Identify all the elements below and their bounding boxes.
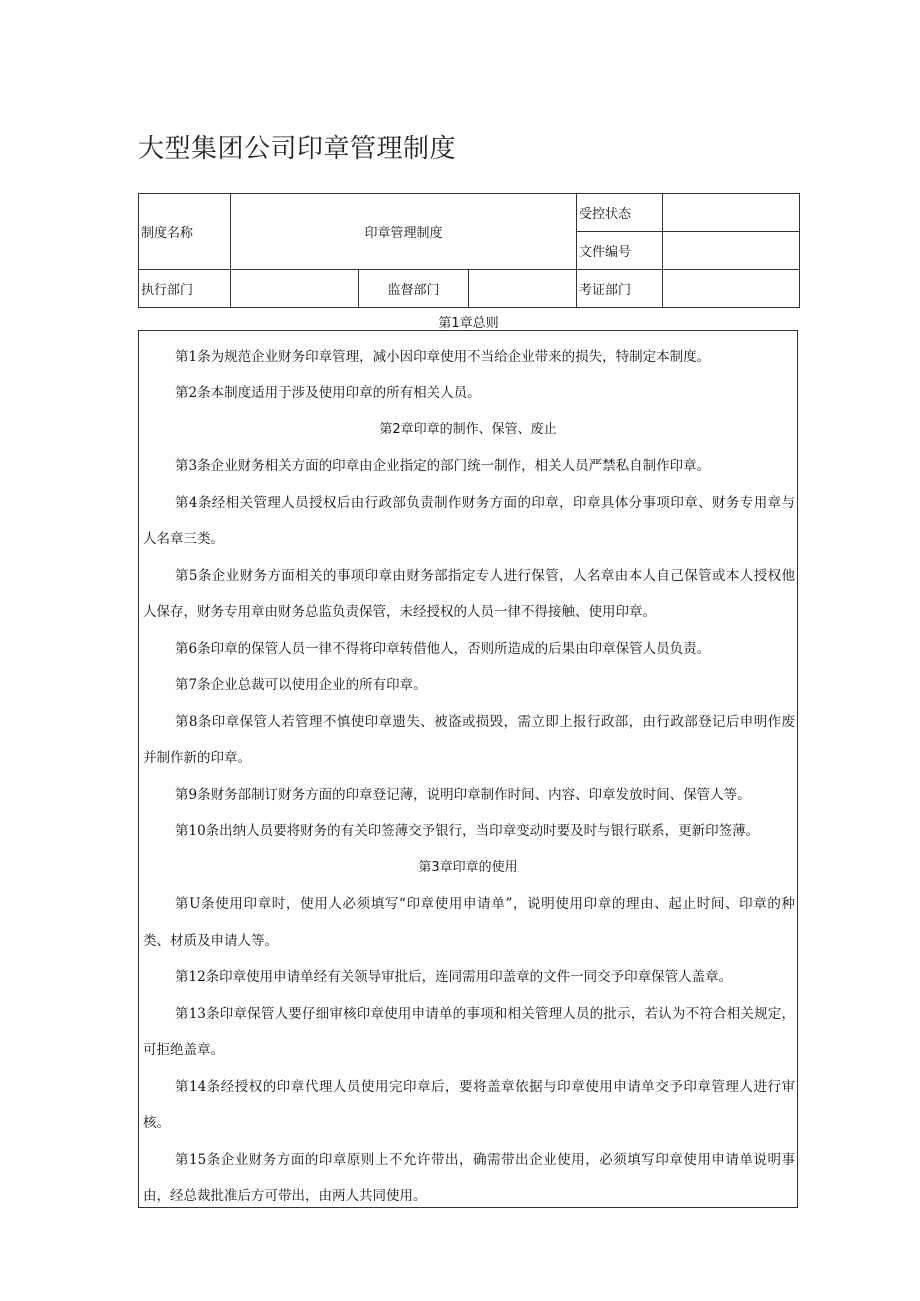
exec-dept-label: 执行部门: [139, 270, 231, 308]
article-12: 第12条印章使用申请单经有关领导审批后，连同需用印盖章的文件一同交予印章保管人盖章。: [175, 969, 733, 985]
article-8-line-1: 第8条印章保管人若管理不慎使印章遗失、被盗或损毁，需立即上报行政部，由行政部登记后申明作废: [175, 714, 795, 730]
article-6: 第6条印章的保管人员一律不得将印章转借他人，否则所造成的后果由印章保管人员负责。: [175, 641, 711, 657]
name-label: 制度名称: [139, 194, 231, 270]
document-title: 大型集团公司印章管理制度: [138, 134, 457, 164]
article-2: 第2条本制度适用于涉及使用印章的所有相关人员。: [175, 385, 481, 401]
chapter-2-heading: 第2章印章的制作、保管、废止: [379, 422, 557, 437]
control-status-value: [663, 194, 800, 232]
doc-number-value: [663, 232, 800, 270]
chapter-3-heading: 第3章印章的使用: [418, 860, 518, 875]
article-8-line-2: 并制作新的印章。: [143, 750, 251, 766]
chapter-1-heading: 第1章总则: [438, 316, 499, 331]
article-5-line-1: 第5条企业财务方面相关的事项印章由财务部指定专人进行保管，人名章由本人自己保管或本人授权他: [175, 568, 795, 584]
article-10: 第10条出纳人员要将财务的有关印签薄交予银行，当印章变动时要及时与银行联系，更新印签薄。: [175, 823, 760, 839]
supervise-dept-label: 监督部门: [359, 270, 469, 308]
article-1: 第1条为规范企业财务印章管理，减小因印章使用不当给企业带来的损失，特制定本制度。: [175, 349, 711, 365]
article-3: 第3条企业财务相关方面的印章由企业指定的部门统一制作，相关人员严禁私自制作印章。: [175, 458, 711, 474]
article-15-line-2: 由，经总裁批准后方可带出，由两人共同使用。: [143, 1188, 427, 1204]
doc-number-label: 文件编号: [577, 232, 663, 270]
supervise-dept-value: [469, 270, 577, 308]
evaluate-dept-value: [663, 270, 800, 308]
article-14-line-2: 核。: [143, 1115, 170, 1131]
article-5-line-2: 人保存，财务专用章由财务总监负责保管，未经授权的人员一律不得接触、使用印章。: [143, 604, 656, 620]
article-13-line-2: 可拒绝盖章。: [143, 1042, 224, 1058]
article-11-line-2: 类、材质及申请人等。: [143, 933, 278, 949]
article-4-line-2: 人名章三类。: [143, 531, 224, 547]
meta-table: [138, 193, 800, 308]
article-9: 第9条财务部制订财务方面的印章登记薄，说明印章制作时间、内容、印章发放时间、保管人等。: [175, 787, 751, 803]
regulation-content: [138, 330, 798, 1208]
exec-dept-value: [231, 270, 359, 308]
article-14-line-1: 第14条经授权的印章代理人员使用完印章后，要将盖章依据与印章使用申请单交予印章管理人进行审: [175, 1079, 795, 1095]
article-13-line-1: 第13条印章保管人要仔细审核印章使用申请单的事项和相关管理人员的批示，若认为不符合相关规定，: [175, 1006, 795, 1022]
name-value: 印章管理制度: [231, 194, 577, 270]
article-4-line-1: 第4条经相关管理人员授权后由行政部负责制作财务方面的印章，印章具体分事项印章、财务专用章与: [175, 495, 795, 511]
article-11-line-1: 第U条使用印章时，使用人必须填写“印章使用申请单”，说明使用印章的理由、起止时间、印章的种: [175, 896, 795, 912]
article-7: 第7条企业总裁可以使用企业的所有印章。: [175, 677, 427, 693]
article-15-line-1: 第15条企业财务方面的印章原则上不允许带出，确需带出企业使用，必须填写印章使用申请单说明事: [175, 1152, 795, 1168]
control-status-label: 受控状态: [577, 194, 663, 232]
evaluate-dept-label: 考证部门: [577, 270, 663, 308]
